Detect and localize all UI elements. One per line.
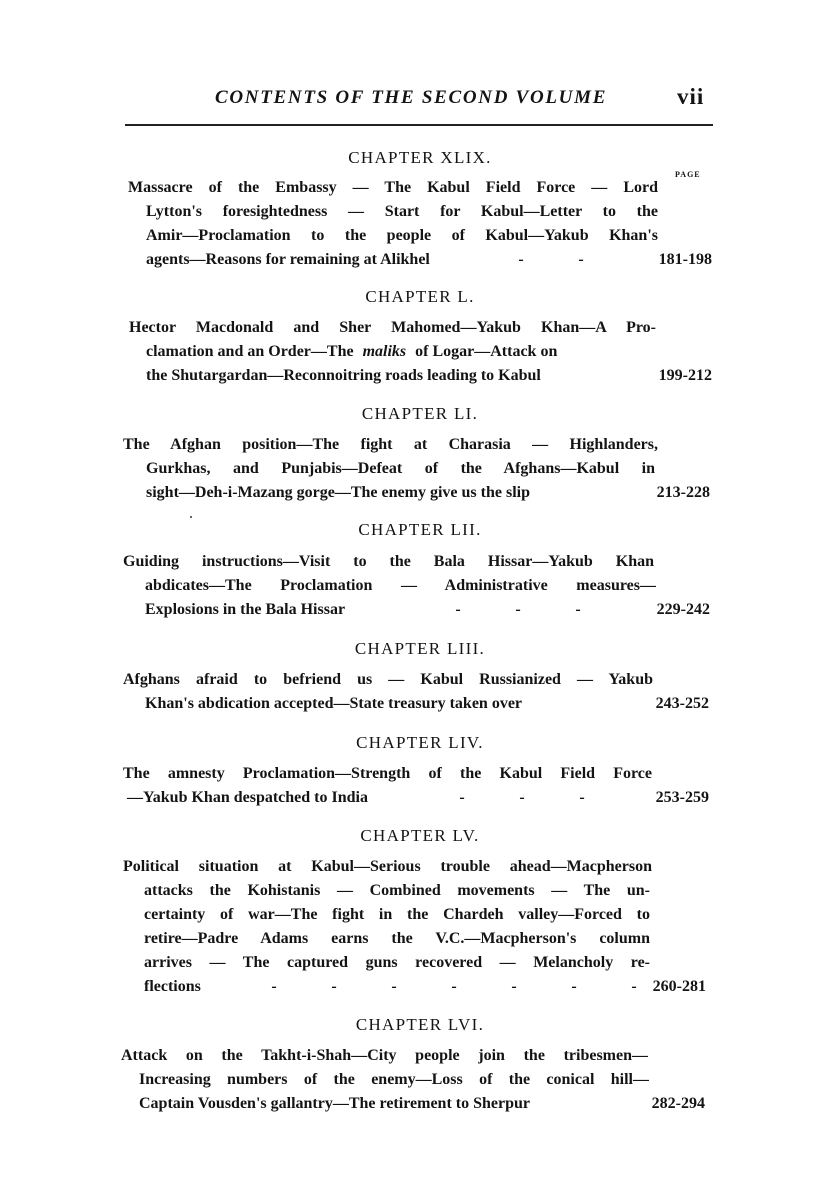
page-column-label: PAGE [675,170,701,179]
entry-line: Afghans afraid to befriend us — Kabul Russianized — Yakub [123,671,653,688]
entry-line: Guiding instructions—Visit to the Bala Hissar—Yakub Khan [123,553,654,570]
page-range: 229-242 [656,601,710,618]
entry-line: The Afghan position—The fight at Charasia — Highlanders, [123,436,658,453]
entry-line: Amir—Proclamation to the people of Kabul—Yakub Khan's [146,227,658,244]
page-range: 282-294 [651,1095,705,1112]
entry-last-line [127,789,709,813]
page-range: 243-252 [655,695,709,712]
entry-line: certainty of war—The fight in the Chardeh valley—Forced to [144,906,650,923]
chapter-heading: CHAPTER LIII. [354,639,486,658]
entry-line: Hector Macdonald and Sher Mahomed—Yakub Khan—A Pro- [129,319,656,336]
page-range: 199-212 [658,367,712,384]
page-number: vii [677,84,705,109]
chapter-heading: CHAPTER LIV. [356,733,484,752]
running-head [0,84,840,114]
entry-line: abdicates—The Proclamation — Administrative measures— [145,577,656,594]
entry-line: Explosions in the Bala Hissar [145,601,346,618]
entry-line: Khan's abdication accepted—State treasury taken over [145,695,523,712]
entry-line: flections [144,978,201,995]
entry-line: Gurkhas, and Punjabis—Defeat of the Afghans—Kabul in [146,460,655,477]
entry-last-line [146,251,712,275]
entry-line: —Yakub Khan despatched to India [127,789,368,806]
entry-line: Massacre of the Embassy — The Kabul Field Force — Lord [128,179,658,196]
entry-line: Attack on the Takht-i-Shah—City people join the tribesmen— [121,1047,648,1064]
page-range: 253-259 [655,789,709,806]
entry-last-line [145,695,709,719]
chapter-heading: CHAPTER LII. [358,520,482,539]
print-speck [190,516,192,518]
entry-line: Increasing numbers of the enemy—Loss of the conical hill— [139,1071,649,1088]
entry-line: retire—Padre Adams earns the V.C.—Macpherson's column [144,930,650,947]
entry-line: Political situation at Kabul—Serious trouble ahead—Macpherson [123,858,652,875]
chapter-heading: CHAPTER XLIX. [348,148,492,167]
entry-line: attacks the Kohistanis — Combined movements — The un- [144,882,650,899]
entry-last-line [146,367,712,391]
entry-line [146,343,656,361]
entry-line: Captain Vousden's gallantry—The retirement to Sherpur [139,1095,530,1112]
chapter-heading: CHAPTER LVI. [355,1015,485,1034]
entry-italic-word: maliks [362,343,407,360]
chapter-heading: CHAPTER LV. [360,826,480,845]
entry-line: Lytton's foresightedness — Start for Kabul—Letter to the [146,203,658,220]
chapter-heading: CHAPTER L. [365,287,475,306]
entry-line: The amnesty Proclamation—Strength of the Kabul Field Force [123,765,652,782]
entry-line: arrives — The captured guns recovered — Melancholy re- [144,954,650,971]
leader-dots: - - - [455,601,581,618]
page-range: 213-228 [656,484,710,501]
entry-line: the Shutargardan—Reconnoitring roads leading to Kabul [146,367,541,384]
entry-line: sight—Deh-i-Mazang gorge—The enemy give us the slip [146,484,530,501]
chapter-heading: CHAPTER LI. [361,404,479,423]
page-range: 260-281 [652,978,706,995]
entry-last-line [146,484,710,508]
leader-dots: - - - [459,789,585,806]
header-rule [125,124,713,126]
entry-text: clamation and an Order—The [146,343,354,360]
entry-line: agents—Reasons for remaining at Alikhel [146,251,430,268]
leader-dots: - - [518,251,584,268]
entry-last-line [139,1095,705,1119]
page-range: 181-198 [658,251,712,268]
page-title: CONTENTS OF THE SECOND VOLUME [215,87,608,108]
leader-dots: - - - - - - - [271,978,637,995]
entry-last-line [144,978,706,1002]
entry-last-line [145,601,710,625]
entry-text: of Logar—Attack on [415,343,558,360]
